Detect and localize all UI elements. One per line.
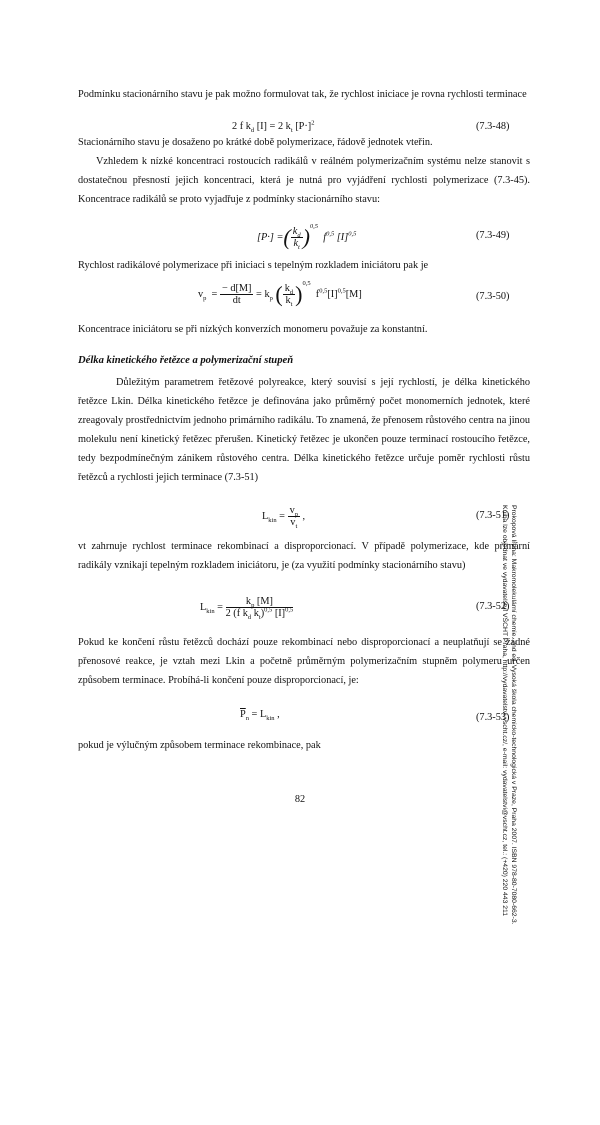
paragraph-steady-state-condition: Podmínku stacionárního stavu je pak možno formulovat tak, že rychlost iniciace je rovna rychlosti terminace bbox=[78, 89, 527, 100]
equation-7-3-52: $L_{kin}$ = $\frac{k_p [M]}{2 (f k_d k_t)^{0,5} [I]^{0,5}}$ bbox=[200, 596, 294, 622]
equation-number-7-3-49: (7.3-49) bbox=[476, 230, 510, 241]
side-citation-note bbox=[500, 505, 518, 1125]
equation-number-7-3-51: (7.3-51) bbox=[476, 510, 510, 521]
equation-7-3-50: $v_p$ = $\frac{- d[M]}{dt}$ = $k_p$ ( $\frac{k_d}{k_t}$ )$^{0,5}$ $f^{0,5}[I]^{0,5}[M]$ bbox=[198, 279, 362, 309]
paragraph-recombination: pokud je výlučným způsobem terminace rekombinace, pak bbox=[78, 740, 321, 751]
equation-7-3-51: $L_{kin}$ = $\frac{v_p}{v_t}$ , bbox=[262, 505, 306, 531]
side-note-line2: Kniha lze objednat ve vydavatelství VŠCHT Praha, http://vydavatelstvi.vscht.cz/, e-mail: vydavatelstvi@vscht.cz, tel.: (+420) 220 443 211 bbox=[501, 505, 508, 917]
paragraph-kinetic-chain-length: Důležitým parametrem řetězové polyreakce, který souvisí s její rychlostí, je délka kinetického řetězce Lkin. Délka kinetického řetězce je definována jako průměrný počet monomerních jednotek, které zreagovaly prostřednictvím jednoho primárního radikálu. To znamená, že přenosem růstového centra na jinou molekulu není kinetický řetězec přerušen. Kinetický řetězec je ukončen pouze terminací rostoucího řetězce, tedy bezpodmínečným zánikem růstového centra. Délka kinetického řetězce určuje poměr rychlosti růstu řetězců a rychlosti jejich terminace (7.3-51) bbox=[78, 377, 531, 483]
equation-number-7-3-52: (7.3-52) bbox=[476, 601, 510, 612]
side-note-line1: Prokopová Irena: Makromolekulární chemie. 2nd ed. Vysoká škola chemicko-technologická v Praze, Praha 2007. ISBN 978-80-7080-662-3. bbox=[510, 505, 517, 925]
paragraph-initiator-concentration: Koncentrace iniciátoru se při nízkých konverzích monomeru považuje za konstantní. bbox=[78, 324, 428, 335]
equation-7-3-53: $\overline{P}_n = L_{kin}$ , bbox=[240, 709, 280, 723]
paragraph-radical-concentration: Vzhledem k nízké koncentraci rostoucích radikálů v reálném polymerizačním systému nelze stanovit s dostatečnou přesností jejich koncentraci, která je nutná pro vyjádření rychlosti polymerizace (7.3-45). Koncentrace radikálů se proto vyjadřuje z podmínky stacionárního stavu: bbox=[78, 156, 530, 205]
section-heading: Délka kinetického řetězce a polymerizační stupeň bbox=[78, 355, 294, 366]
equation-7-3-48: 2 f $k_d$ [I] = 2 $k_t$ $[P\cdot]^2$ bbox=[232, 119, 315, 135]
equation-number-7-3-50: (7.3-50) bbox=[476, 291, 510, 302]
paragraph-polymerization-rate: Rychlost radikálové polymerizace při iniciaci s tepelným rozkladem iniciátoru pak je bbox=[78, 260, 429, 271]
paragraph-steady-state-time: Stacionárního stavu je dosaženo po krátké době polymerizace, řádově jednotek vteřin. bbox=[78, 137, 433, 148]
paragraph-termination-mode: Pokud ke končení růstu řetězců dochází pouze rekombinací nebo disproporcionací a neuplatňují se žádné přenosové reakce, je vztah mezi Lkin a početně průměrným polymerizačním stupněm polymeru určen způsobem terminace. Probíhá-li končení pouze disproporcionací, je: bbox=[78, 637, 530, 686]
equation-number-7-3-48: (7.3-48) bbox=[476, 121, 510, 132]
paragraph-termination-rate: vt zahrnuje rychlost terminace rekombinací a disproporcionací. V případě polymerizace, kde primární radikály vznikají tepelným rozkladem iniciátoru, je (za využití podmínky stacionárního stavu) bbox=[78, 541, 530, 571]
equation-number-7-3-53: (7.3-53) bbox=[476, 712, 510, 723]
equation-7-3-49: [P·] =( $\frac{k_d}{k_t}$ )$^{0,5}$ $f^{0,5}$ $[I]^{0,5}$ bbox=[257, 222, 357, 252]
page-number: 82 bbox=[294, 794, 306, 805]
